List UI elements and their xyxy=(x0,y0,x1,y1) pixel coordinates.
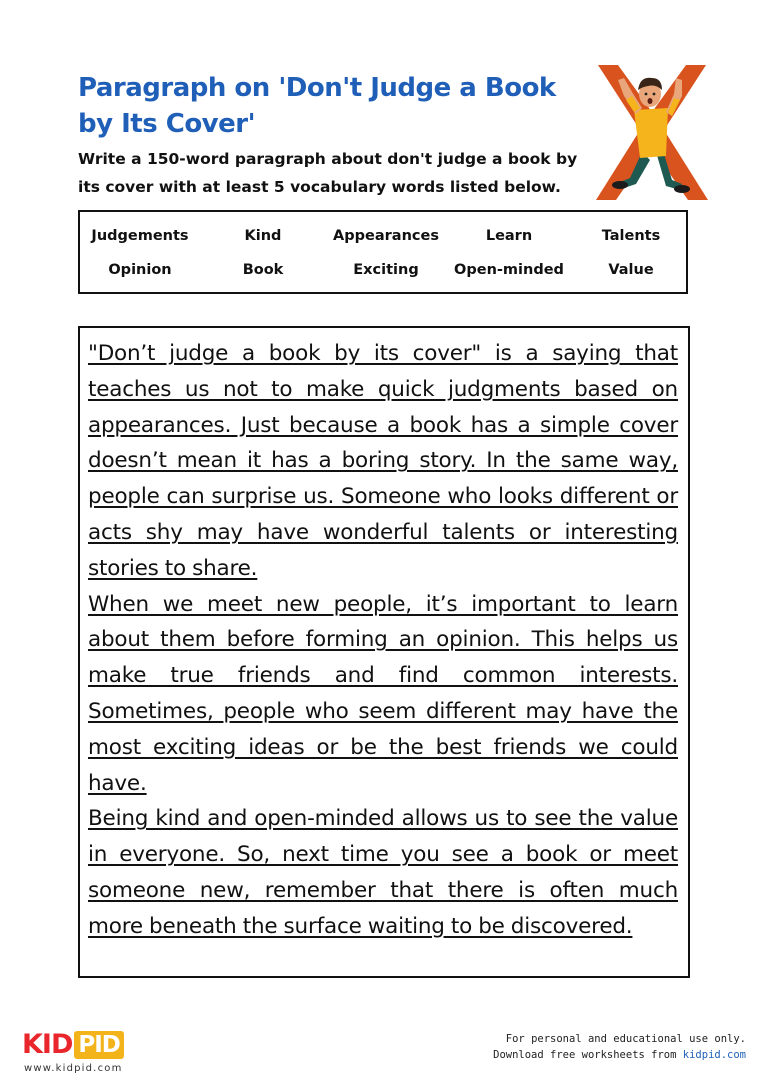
vocabulary-box xyxy=(78,210,688,294)
logo-wordmark xyxy=(22,1030,124,1060)
vocabulary-word: Kind xyxy=(244,228,282,244)
surprised-person-with-cross-icon xyxy=(590,60,715,210)
footer-line-1: For personal and educational use only. xyxy=(505,1033,746,1045)
vocabulary-word: Exciting xyxy=(353,262,419,278)
footer-line-2 xyxy=(493,1047,746,1063)
vocabulary-word: Talents xyxy=(601,228,661,244)
essay-box xyxy=(78,326,690,978)
vocabulary-word: Appearances xyxy=(333,228,439,244)
logo-url: www.kidpid.com xyxy=(24,1063,123,1074)
footer-note xyxy=(493,1031,746,1063)
vocabulary-word: Book xyxy=(242,262,284,278)
essay-paragraph: Being kind and open-minded allows us to see the value in everyone. So, next time you see a book or meet someone new, remember that there is often much more beneath the surface waiting to be discovered. xyxy=(88,806,678,939)
logo-pid-text: PID xyxy=(74,1031,124,1059)
vocabulary-row xyxy=(80,224,686,254)
page-title: Paragraph on 'Don't Judge a Book by Its Cover' xyxy=(78,73,556,139)
logo-kid-text: KID xyxy=(22,1029,73,1060)
vocabulary-word: Opinion xyxy=(108,262,172,278)
essay-paragraph: When we meet new people, it’s important to learn about them before forming an opinion. This helps us make true friends and find common interests. Sometimes, people who seem different may have the most exciting ideas or be the best friends we could have. xyxy=(88,591,678,796)
footer-link[interactable]: kidpid.com xyxy=(682,1049,746,1061)
vocabulary-word: Value xyxy=(608,262,654,278)
footer-line-2-text: Download free worksheets from xyxy=(493,1049,683,1061)
vocabulary-word: Judgements xyxy=(91,228,189,244)
instructions: Write a 150-word paragraph about don't judge a book by its cover with at least 5 vocabulary words listed below. xyxy=(78,150,578,196)
essay-paragraph: "Don’t judge a book by its cover" is a saying that teaches us not to make quick judgments based on appearances. Just because a book has a simple cover doesn’t mean it has a boring story. In the same way, people can surprise us. Someone who looks different or acts shy may have wonderful talents or interesting stories to share. xyxy=(88,341,678,581)
vocabulary-word: Learn xyxy=(485,228,533,244)
vocabulary-row xyxy=(80,258,686,288)
kidpid-logo xyxy=(22,1030,132,1080)
vocabulary-word: Open-minded xyxy=(454,262,564,278)
